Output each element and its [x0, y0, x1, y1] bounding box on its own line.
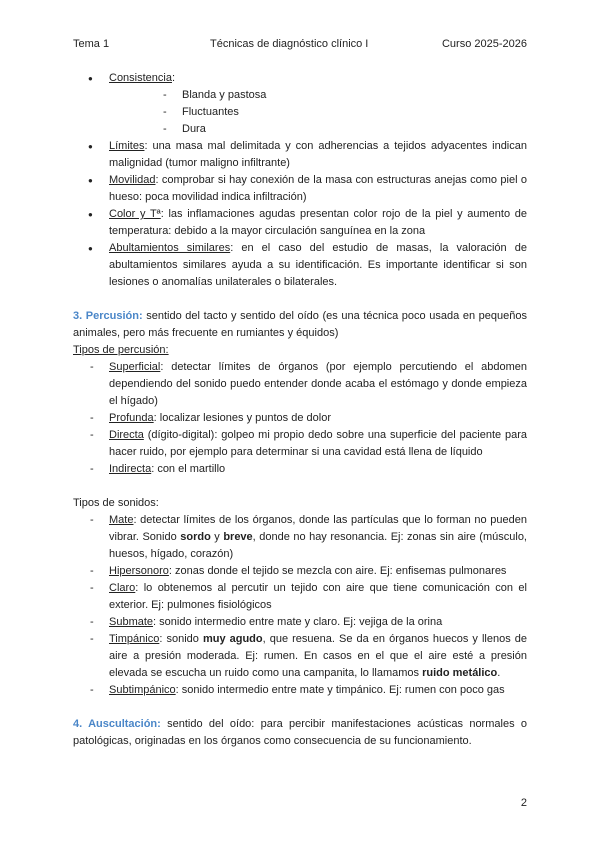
auscultacion-text: sentido del oído: para percibir manifestaciones acústicas normales o patológicas, originadas en los órganos como consecuencia de su funcionamiento. [73, 718, 527, 747]
list-item-movilidad [73, 172, 527, 206]
percusion-paragraph [73, 308, 527, 342]
list-item-mate: - Mate: detectar límites de los órganos, donde las partículas que lo forman no pueden vibrar. Sonido sordo y breve, donde no hay resonancia. Ej: zonas sin aire (músculo, huesos, hígado, corazón) [73, 512, 527, 563]
sounds-label: Tipos de sonidos: [73, 497, 159, 509]
sublist-item: - Fluctuantes [109, 104, 527, 121]
sounds-list [73, 512, 527, 699]
list-item-subtimpanico: - Subtimpánico: sonido intermedio entre mate y timpánico. Ej: rumen con poco gas [73, 682, 527, 699]
text-abultamientos: : en el caso del estudio de masas, la valoración de abultamientos similares ayuda a su identificación. Es importante identificar si son lesiones o anomalías unilaterales o bilaterales. [109, 242, 527, 288]
term-movilidad: Movilidad [109, 174, 156, 186]
header-academic-year: Curso 2025-2026 [441, 38, 527, 50]
spacer [73, 291, 527, 308]
list-item-consistencia [73, 70, 527, 138]
page-content [73, 70, 527, 750]
percusion-types-list [73, 359, 527, 478]
list-item-superficial: - Superficial: detectar límites de órganos (por ejemplo percutiendo el abdomen dependiendo del sonido puedo entender donde acaba el estómago y donde empieza el hígado) [73, 359, 527, 410]
text-movilidad: : comprobar si hay conexión de la masa con estructuras anejas como piel o hueso: poca movilidad indica infiltración) [109, 174, 527, 203]
list-item-hipersonoro: - Hipersonoro: zonas donde el tejido se mezcla con aire. Ej: enfisemas pulmonares [73, 563, 527, 580]
text-limites: : una masa mal delimitada y con adherencias a tejidos adyacentes indican malignidad (tumor maligno infiltrante) [109, 140, 527, 169]
header-topic: Tema 1 [73, 38, 110, 50]
term-limites: Límites [109, 140, 145, 152]
header-course-title: Técnicas de diagnóstico clínico I [210, 38, 369, 50]
list-item-profunda: - Profunda: localizar lesiones y puntos de dolor [73, 410, 527, 427]
text-color: : las inflamaciones agudas presentan color rojo de la piel y aumento de temperatura: debido a la mayor circulación sanguínea en la zona [109, 208, 527, 237]
percusion-types-label: Tipos de percusión: [73, 344, 169, 356]
consistencia-sublist [109, 87, 527, 138]
list-item-color [73, 206, 527, 240]
list-item-claro: - Claro: lo obtenemos al percutir un tejido con aire que tiene comunicación con el exterior. Ej: pulmones fisiológicos [73, 580, 527, 614]
list-item-directa: - Directa (dígito-digital): golpeo mi propio dedo sobre una superficie del paciente para hacer ruido, por ejemplo para determinar si una cavidad está llena de líquido [73, 427, 527, 461]
auscultacion-heading: 4. Auscultación: [73, 718, 161, 730]
term-consistencia: Consistencia [109, 72, 172, 84]
list-item-indirecta: - Indirecta: con el martillo [73, 461, 527, 478]
term-color: Color y Tª [109, 208, 161, 220]
list-item-abultamientos [73, 240, 527, 291]
spacer [73, 699, 527, 716]
list-item-timpanico: - Timpánico: sonido muy agudo, que resuena. Se da en órganos huecos y llenos de aire a presión moderada. Ej: rumen. En casos en el que el aire esté a presión elevada se escucha un ruido como una campanita, lo llamamos ruido metálico. [73, 631, 527, 682]
sublist-item: - Dura [109, 121, 527, 138]
list-item-limites [73, 138, 527, 172]
palpation-criteria-list [73, 70, 527, 291]
text-consistencia: : [171, 72, 176, 84]
auscultacion-paragraph [73, 716, 527, 750]
percusion-text: sentido del tacto y sentido del oído (es una técnica poco usada en pequeños animales, pero más frecuente en rumiantes y équidos) [73, 310, 527, 339]
term-abultamientos: Abultamientos similares [109, 242, 231, 254]
page-header [73, 38, 527, 52]
percusion-heading: 3. Percusión: [73, 310, 143, 322]
spacer [73, 478, 527, 495]
sublist-item: - Blanda y pastosa [109, 87, 527, 104]
page-number: 2 [520, 797, 527, 809]
list-item-submate: - Submate: sonido intermedio entre mate y claro. Ej: vejiga de la orina [73, 614, 527, 631]
